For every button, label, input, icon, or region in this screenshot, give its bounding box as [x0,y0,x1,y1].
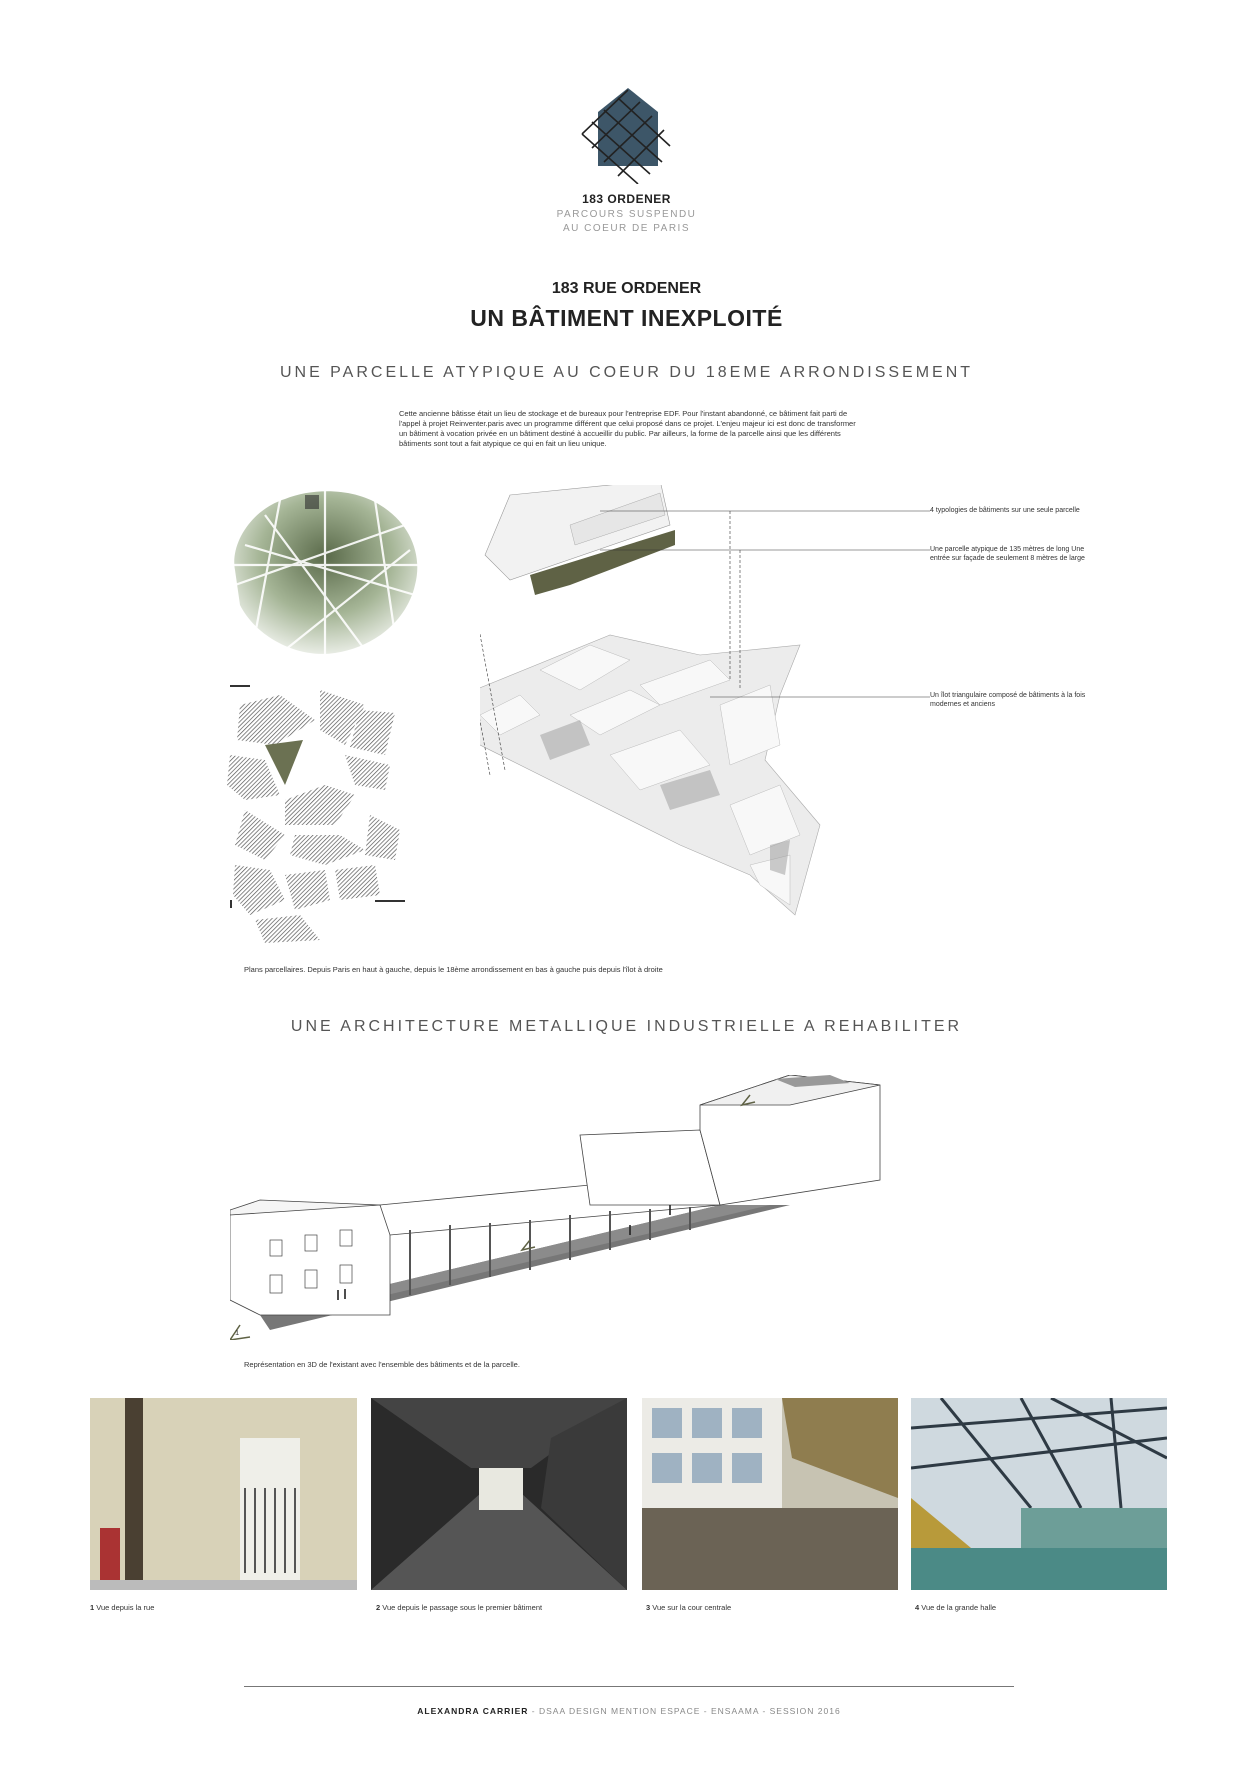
intro-paragraph: Cette ancienne bâtisse était un lieu de stockage et de bureaux pour l'entreprise EDF. Pour l'instant abandonné, ce bâtiment fait parti de l'appel à projet Reinventer.paris avec un programme différent que celui proposé dans ce projet. L'enjeu majeur ici est donc de transformer un bâtiment à vocation privée en un bâtiment destiné à accueillir du public. Par ailleurs, la forme de la parcelle ainsi que les différents bâtiments sont tout a fait atypique ce qui en fait un lieu unique. [399,409,856,448]
annotation-ilot: Un îlot triangulaire composé de bâtiments à la fois modernes et anciens [930,692,1086,708]
footer-course: DSAA DESIGN MENTION ESPACE [539,1706,701,1716]
footer-author: ALEXANDRA CARRIER [417,1706,529,1716]
photo-street-view [90,1398,357,1590]
footer-session: SESSION 2016 [769,1706,841,1716]
photo-grande-halle [911,1398,1167,1590]
page-subtitle: 183 RUE ORDENER [551,280,702,297]
marker-1: 1 [235,1328,240,1337]
paris-map-image [225,485,425,660]
logo-subtitle-1: PARCOURS SUSPENDU [556,209,697,220]
photo-courtyard [642,1398,898,1590]
photo-caption-4: 4 Vue de la grande halle [915,1603,997,1612]
footer: ALEXANDRA CARRIER - DSAA DESIGN MENTION ESPACE - ENSAAMA - SESSION 2016 [417,1706,841,1716]
section-heading-parcelle: UNE PARCELLE ATYPIQUE AU COEUR DU 18EME ARRONDISSEMENT [279,364,974,381]
annotation-parcelle: Une parcelle atypique de 135 mètres de long Une entrée sur façade de seulement 8 mètres de large [930,546,1085,562]
annotation-typologies: 4 typologies de bâtiments sur une seule parcelle [930,507,1080,514]
section-heading-architecture: UNE ARCHITECTURE METALLIQUE INDUSTRIELLE A REHABILITER [290,1018,963,1035]
caption-plans: Plans parcellaires. Depuis Paris en haut à gauche, depuis le 18ème arrondissement en bas à gauche puis depuis l'îlot à droite [244,965,663,974]
building-3d-axonometric [230,1075,1010,1340]
arrondissement-block-map [225,685,435,945]
footer-school: ENSAAMA [710,1706,760,1716]
annotation-leader-lines [600,500,930,710]
logo-name: 183 ORDENER [582,192,671,206]
house-grid-icon [578,84,678,184]
logo-subtitle-2: AU COEUR DE PARIS [563,223,690,234]
photo-caption-3: 3 Vue sur la cour centrale [646,1603,732,1612]
caption-3d: Représentation en 3D de l'existant avec l'ensemble des bâtiments et de la parcelle. [244,1360,520,1369]
photo-caption-1: 1 Vue depuis la rue [90,1603,155,1612]
footer-divider [244,1686,1014,1687]
photo-caption-2: 2 Vue depuis le passage sous le premier bâtiment [376,1603,543,1612]
photo-passage [371,1398,627,1590]
page-title: UN BÂTIMENT INEXPLOITÉ [470,305,783,331]
